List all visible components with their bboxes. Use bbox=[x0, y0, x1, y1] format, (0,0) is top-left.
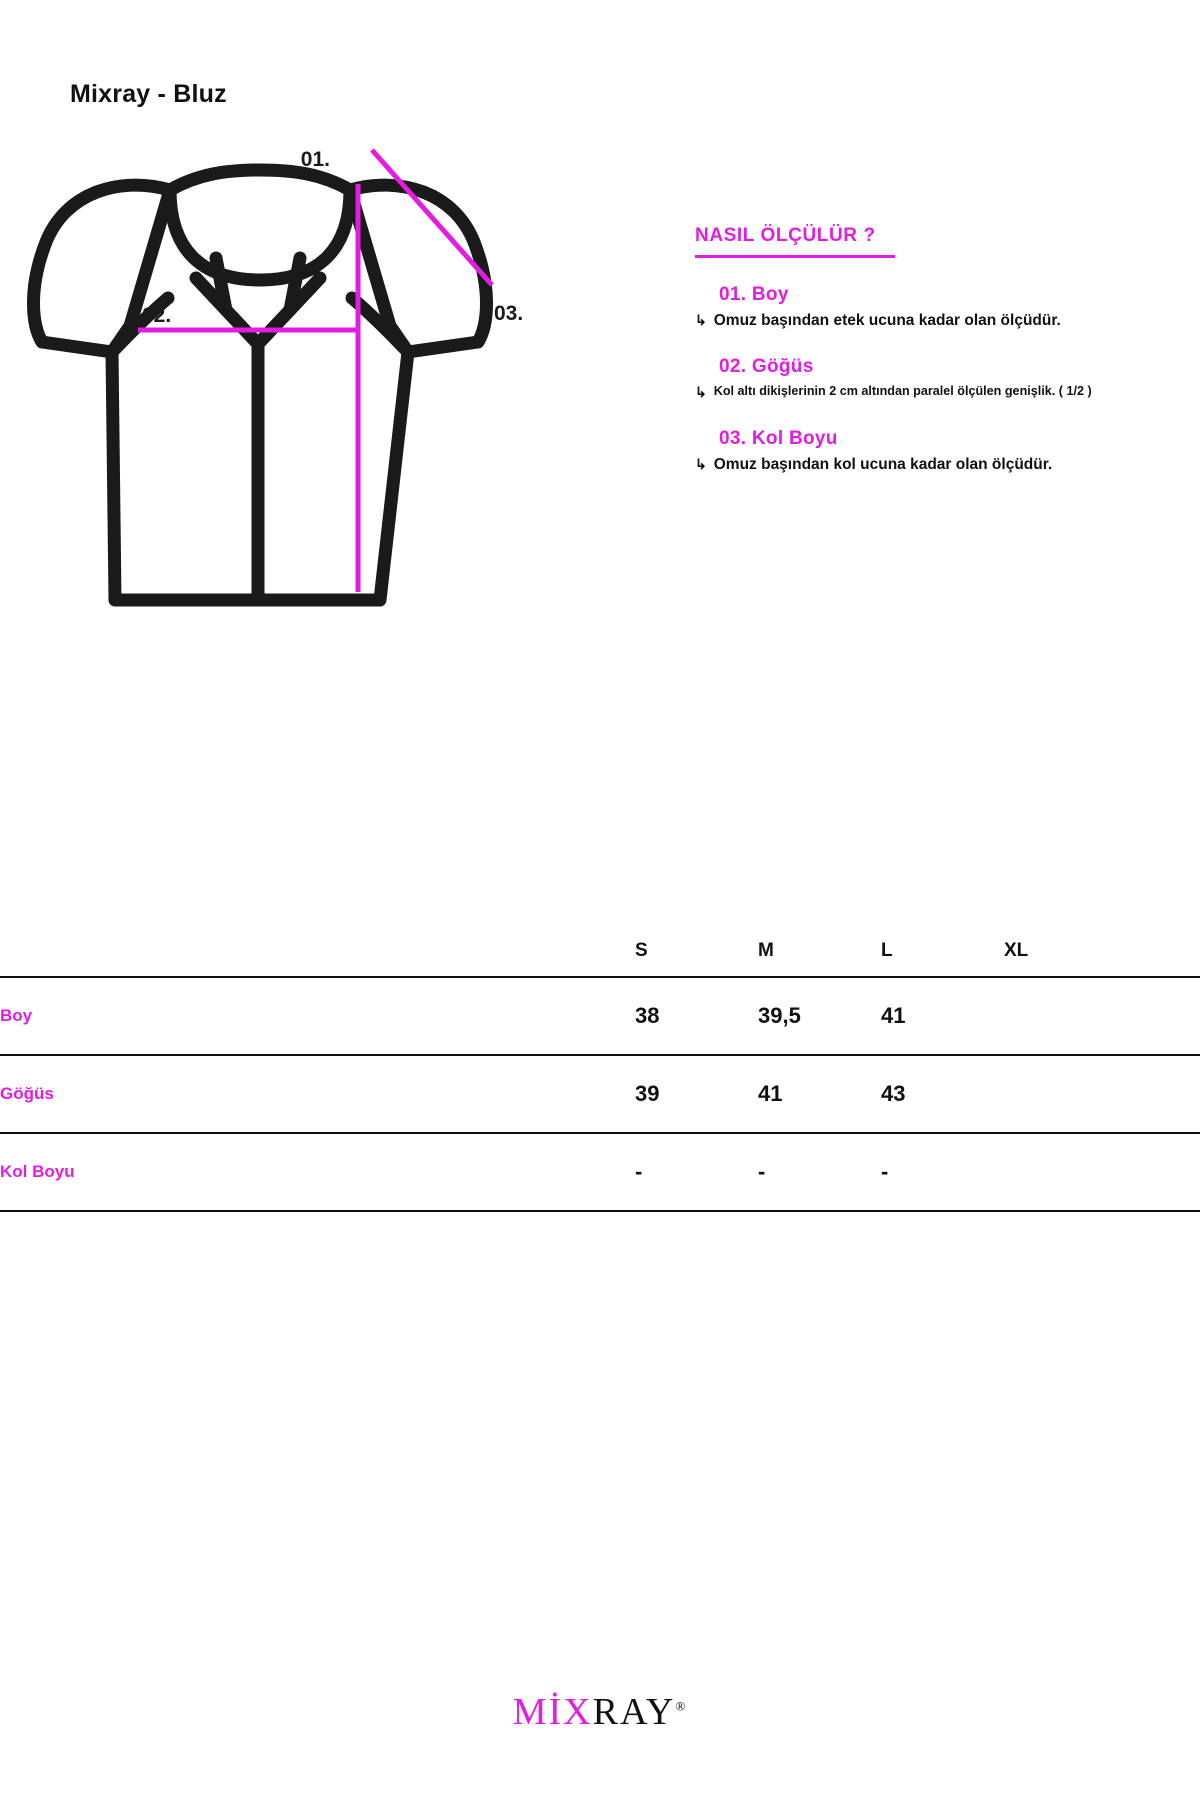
blouse-outline bbox=[34, 170, 487, 600]
cell-gogus-l: 43 bbox=[881, 1081, 906, 1106]
garment-illustration bbox=[20, 130, 640, 650]
arrow-icon: ↳ bbox=[695, 312, 707, 328]
column-header-s: S bbox=[635, 940, 648, 961]
cell-kol-boyu-xl bbox=[1004, 1133, 1200, 1211]
size-table-header-row bbox=[0, 940, 1200, 977]
label-02: 02. bbox=[142, 304, 172, 327]
how-to-measure-section bbox=[695, 225, 1195, 474]
measure-item-gogus-title: 02. Göğüs bbox=[719, 356, 814, 377]
cell-gogus-xl bbox=[1004, 1055, 1200, 1133]
heading-underline bbox=[695, 255, 895, 258]
brand-logo-ray: RAY bbox=[592, 1691, 676, 1733]
row-label-kol-boyu: Kol Boyu bbox=[0, 1162, 75, 1181]
cell-boy-xl bbox=[1004, 977, 1200, 1055]
measure-item-boy-title: 01. Boy bbox=[719, 284, 789, 305]
brand-logo bbox=[0, 1690, 1200, 1734]
column-header-l: L bbox=[881, 940, 893, 961]
arrow-icon: ↳ bbox=[695, 384, 707, 400]
measure-item-gogus-desc-row bbox=[695, 384, 1195, 402]
size-table-body bbox=[0, 977, 1200, 1211]
size-table-head bbox=[0, 940, 1200, 977]
column-header-m: M bbox=[758, 940, 774, 961]
cell-boy-s: 38 bbox=[635, 1003, 660, 1028]
page-title: Mixray - Bluz bbox=[70, 80, 227, 108]
row-label-boy: Boy bbox=[0, 1006, 33, 1025]
row-label-gogus: Göğüs bbox=[0, 1084, 54, 1103]
measure-item-gogus bbox=[695, 356, 1195, 402]
label-03: 03. bbox=[494, 302, 524, 325]
cell-boy-l: 41 bbox=[881, 1003, 906, 1028]
measure-item-kol-boyu-title: 03. Kol Boyu bbox=[719, 427, 838, 449]
table-row bbox=[0, 1055, 1200, 1133]
cell-gogus-s: 39 bbox=[635, 1081, 660, 1106]
measure-item-boy-desc-row bbox=[695, 312, 1195, 330]
cell-kol-boyu-s: - bbox=[635, 1159, 643, 1184]
cell-boy-m: 39,5 bbox=[758, 1003, 801, 1028]
measure-item-gogus-desc: Kol altı dikişlerinin 2 cm altından paralel ölçülen genişlik. ( 1/2 ) bbox=[713, 384, 1092, 398]
cell-gogus-m: 41 bbox=[758, 1081, 783, 1106]
column-header-blank bbox=[0, 940, 635, 977]
measure-item-kol-boyu bbox=[695, 428, 1195, 474]
measure-item-boy-desc: Omuz başından etek ucuna kadar olan ölçüdür. bbox=[713, 312, 1061, 329]
cell-kol-boyu-m: - bbox=[758, 1159, 766, 1184]
measure-item-boy bbox=[695, 284, 1195, 330]
measure-item-kol-boyu-desc-row bbox=[695, 456, 1195, 474]
how-to-measure-heading: NASIL ÖLÇÜLÜR ? bbox=[695, 225, 876, 246]
sleeve-line bbox=[372, 150, 492, 285]
table-row bbox=[0, 1133, 1200, 1211]
registered-trademark-icon: ® bbox=[675, 1698, 688, 1714]
brand-logo-mix: MİX bbox=[512, 1691, 593, 1733]
arrow-icon: ↳ bbox=[695, 455, 707, 472]
size-table bbox=[0, 940, 1200, 1212]
cell-kol-boyu-l: - bbox=[881, 1159, 889, 1184]
label-01: 01. bbox=[300, 148, 330, 171]
measure-lines bbox=[138, 150, 492, 592]
measure-item-kol-boyu-desc: Omuz başından kol ucuna kadar olan ölçüdür. bbox=[713, 455, 1053, 473]
column-header-xl: XL bbox=[1004, 940, 1029, 961]
table-row bbox=[0, 977, 1200, 1055]
